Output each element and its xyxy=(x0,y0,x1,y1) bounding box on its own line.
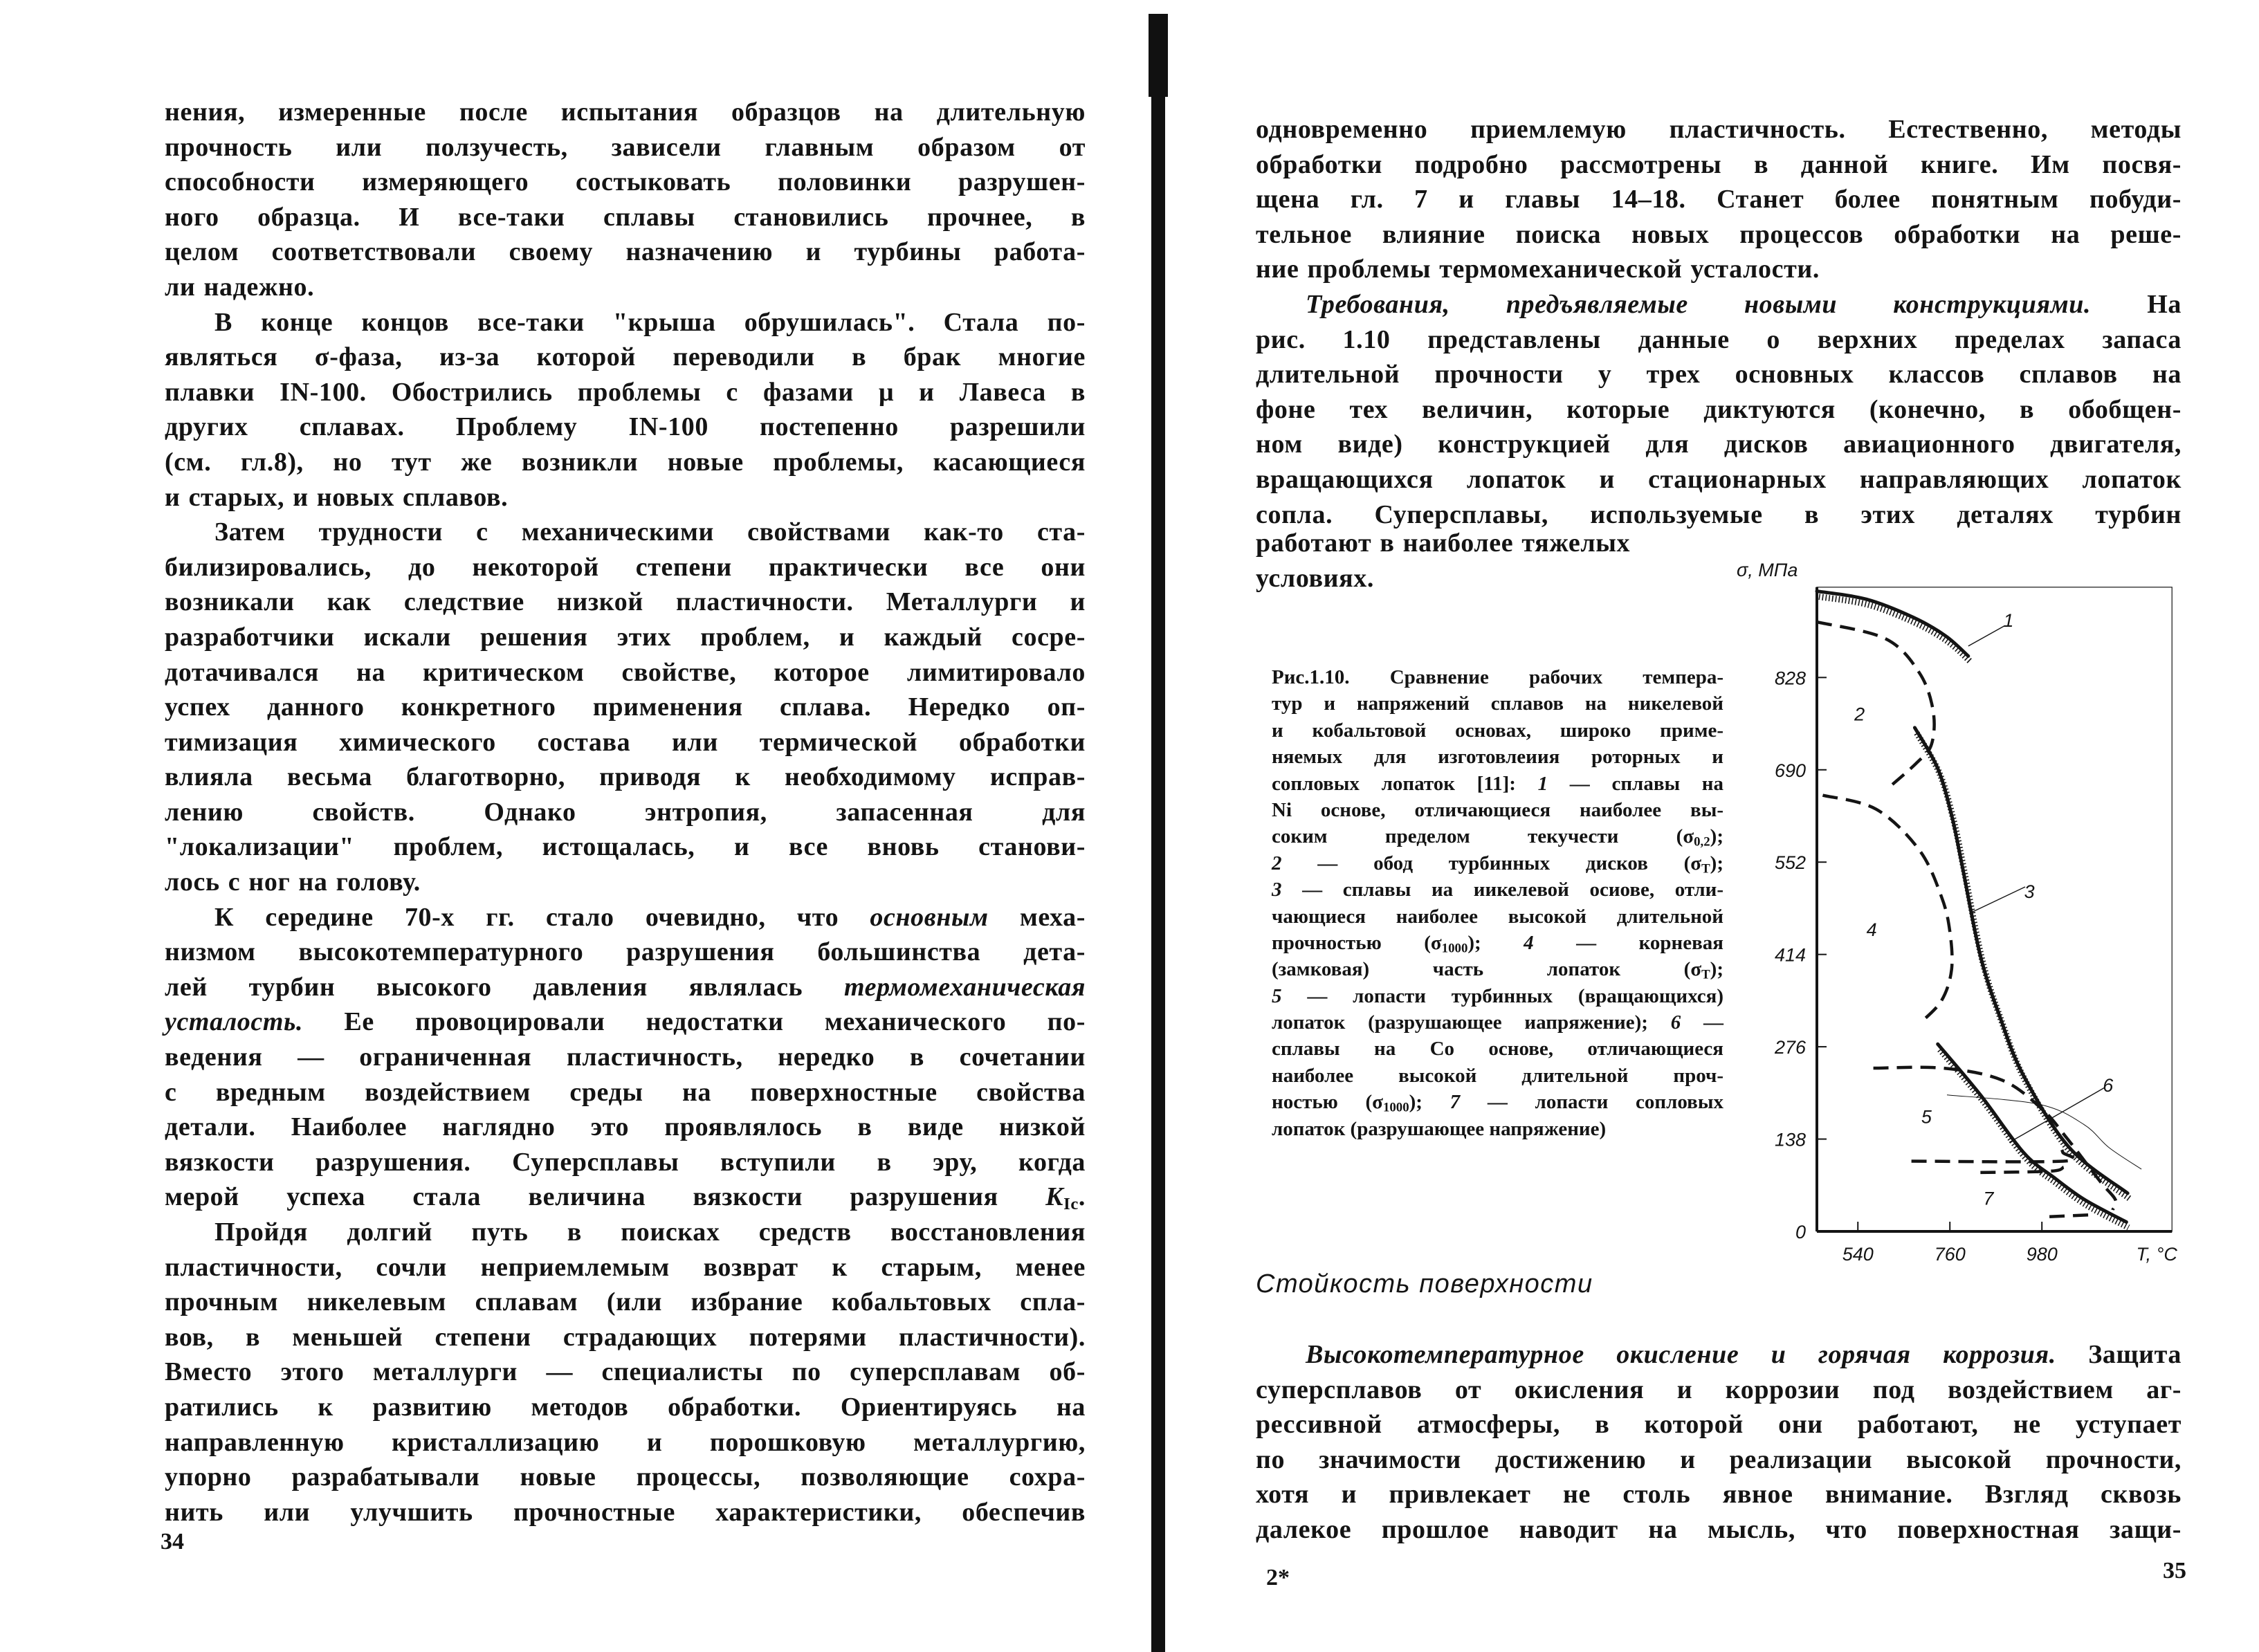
subscript: 1000 xyxy=(1382,1100,1409,1115)
curve-label: 5 xyxy=(1921,1106,1932,1128)
text-line: суперсплавов от окисления и коррозии под воздействием аг- xyxy=(1256,1375,2182,1404)
text-line: и старых, и новых сплавов. xyxy=(165,482,509,512)
text-segment: (замковая) часть лопаток (σ xyxy=(1272,958,1702,981)
text-segment: К середине 70-х гг. стало очевидно, что xyxy=(214,902,870,932)
text-segment: — сплавы на xyxy=(1548,772,1723,795)
text-line: прочность или ползучесть, зависели главным образом от xyxy=(165,132,1086,162)
y-tick-label: 552 xyxy=(1774,852,1806,874)
hatch-5 xyxy=(1940,1049,2129,1227)
caption-line xyxy=(1272,771,1723,797)
curve-label: 2 xyxy=(1854,704,1865,725)
text-line: (см. гл.8), но тут же возникли новые проблемы, касающиеся xyxy=(165,447,1086,477)
text-line: ном виде) конструкцией для дисков авиационного двигателя, xyxy=(1256,430,2182,459)
text-line: вращающихся лопаток и стационарных направляющих лопаток xyxy=(1256,464,2182,494)
leader-line xyxy=(1972,887,2025,912)
caption-line: Ni основе, отличающиеся наиболее вы- xyxy=(1272,798,1723,821)
text-segment: ); xyxy=(1710,958,1723,981)
y-tick-label: 0 xyxy=(1795,1222,1806,1242)
y-tick-label: 138 xyxy=(1774,1129,1806,1150)
caption-line: няемых для изготовлеиия роторных и xyxy=(1272,746,1723,769)
text-line: возникали как следствие низкой пластичности. Металлурги и xyxy=(165,587,1086,617)
right-page-text-top xyxy=(1256,112,2182,532)
text-line: нения, измеренные после испытания образцов на длительную xyxy=(165,98,1086,127)
text-line: "локализации" проблем, истощалась, и все вновь станови- xyxy=(165,832,1086,862)
text-line: по значимости достижению и реализации высокой прочности, xyxy=(1256,1444,2182,1474)
caption-line xyxy=(1272,823,1723,850)
section-heading: Стойкость поверхности xyxy=(1256,1269,1593,1298)
text-line: с вредным воздействием среды на поверхностные свойства xyxy=(165,1077,1086,1107)
italic-text: 1 xyxy=(1537,772,1548,795)
text-line: обработки подробно рассмотрены в данной книге. Им посвя- xyxy=(1256,149,2182,179)
text-line xyxy=(165,1004,1086,1040)
subscript: 1000 xyxy=(1441,941,1468,956)
curve-label: 3 xyxy=(2024,881,2035,902)
text-segment: ); xyxy=(1467,931,1524,954)
text-segment: — корневая xyxy=(1533,931,1723,954)
text-segment: — обод турбинных дисков (σ xyxy=(1281,852,1702,874)
text-line: ратились к развитию методов обработки. Ориентируясь на xyxy=(165,1392,1086,1422)
figure-chart xyxy=(1716,540,2214,1287)
text-line: ведения — ограниченная пластичность, нередко в сочетании xyxy=(165,1043,1086,1072)
caption-line: тур и напряжений сплавов на никелевой xyxy=(1272,692,1723,715)
right-page-text-beside-figure xyxy=(1256,526,1631,596)
text-segment: ); xyxy=(1710,825,1723,848)
text-segment: — лопасти сопловых xyxy=(1460,1091,1723,1114)
text-line xyxy=(165,970,1086,1005)
text-line xyxy=(165,1180,1086,1215)
page-number-left: 34 xyxy=(161,1529,184,1554)
subscript: Ic xyxy=(1063,1195,1079,1214)
text-line: целом соответствовали своему назначению и турбины работа- xyxy=(165,237,1086,267)
text-line: ли надежно. xyxy=(165,272,315,302)
x-axis-label: T, °C xyxy=(2136,1244,2177,1265)
curve-6 xyxy=(1874,1067,2116,1210)
italic-text: термомеханическая xyxy=(843,972,1086,1002)
text-line: одновременно приемлемую пластичность. Естественно, методы xyxy=(1256,115,2182,144)
text-line: далекое прошлое наводит на мысль, что поверхностная защи- xyxy=(1256,1514,2182,1544)
x-tick-label: 760 xyxy=(1934,1244,1966,1265)
text-line: ние проблемы термомеханической усталости. xyxy=(1256,255,1820,284)
text-line: хотя и привлекает не столь явное внимание. Взгляд сквозь xyxy=(1256,1480,2182,1509)
text-line: других сплавах. Проблему IN-100 постепенно разрешили xyxy=(165,412,1086,442)
y-tick-label: 276 xyxy=(1774,1037,1806,1058)
y-tick-label: 414 xyxy=(1774,944,1806,966)
curve-label: 1 xyxy=(2003,610,2014,632)
plot-frame xyxy=(1817,587,2172,1231)
book-gutter xyxy=(1151,14,1165,1652)
caption-line xyxy=(1272,850,1723,877)
text-segment: прочностью (σ xyxy=(1272,931,1442,954)
text-line: способности измеряющего состыковать половинки разрушен- xyxy=(165,167,1086,197)
caption-line: и кобальтовой основах, широко приме- xyxy=(1272,719,1723,742)
caption-line xyxy=(1272,983,1723,1009)
text-line: лению свойств. Однако энтропия, запасенная для xyxy=(165,797,1086,827)
caption-line: сплавы на Co основе, отличающиеся xyxy=(1272,1038,1723,1061)
signature-mark: 2* xyxy=(1266,1565,1290,1590)
italic-text: 7 xyxy=(1449,1091,1461,1114)
text-line: влияла весьма благотворно, приводя к необходимому исправ- xyxy=(165,762,1086,792)
hatch-1 xyxy=(1819,597,1970,662)
text-segment: ностью (σ xyxy=(1272,1091,1383,1114)
text-line: фоне тех величин, которые диктуются (конечно, в обобщен- xyxy=(1256,394,2182,424)
text-line: Затем трудности с механическими свойствами как-то ста- xyxy=(214,517,1086,547)
text-segment: соким пределом текучести (σ xyxy=(1272,825,1694,848)
book-gutter-shadow xyxy=(1149,14,1168,97)
text-segment: сопловых лопаток [11]: xyxy=(1272,772,1538,795)
italic-text: Требования, предъявляемые новыми конструкциями. xyxy=(1306,289,2092,319)
subscript: 0,2 xyxy=(1694,835,1710,850)
text-segment: ); xyxy=(1409,1091,1450,1114)
text-line: дотачивался на критическом свойстве, которое лимитировало xyxy=(165,657,1086,687)
curve-7c xyxy=(2049,1215,2094,1217)
text-line: В конце концов все-таки "крыша обрушилась". Стала по- xyxy=(214,307,1086,337)
right-page-text-bottom xyxy=(1256,1337,2182,1548)
text-segment: — сплавы иа иикелевой осиове, отли- xyxy=(1281,879,1723,901)
curve-label: 7 xyxy=(1983,1188,1994,1209)
text-line xyxy=(1256,1337,2182,1373)
leader-line xyxy=(1968,626,2004,646)
text-line: детали. Наиболее наглядно это проявлялось в виде низкой xyxy=(165,1112,1086,1142)
text-line: Вместо этого металлурги — специалисты по суперсплавам об- xyxy=(165,1357,1086,1387)
italic-text: 2 xyxy=(1272,852,1282,874)
text-line: рессивной атмосферы, в которой они работают, не уступает xyxy=(1256,1410,2182,1440)
text-segment: мерой успеха стала величина вязкости разрушения xyxy=(165,1182,1046,1212)
curve-2 xyxy=(1817,622,1935,788)
curve-label: 6 xyxy=(2103,1075,2114,1096)
text-segment: лей турбин высокого давления являлась xyxy=(165,972,844,1002)
text-line xyxy=(1256,287,2182,322)
text-line: щена гл. 7 и главы 14–18. Станет более понятным побуди- xyxy=(1256,185,2182,214)
italic-text: Высокотемпературное окисление и горячая коррозия. xyxy=(1306,1340,2056,1369)
text-line: рис. 1.10 представлены данные о верхних пределах запаса xyxy=(1256,324,2182,354)
subscript: T xyxy=(1701,968,1710,982)
text-line: сопла. Суперсплавы, используемые в этих деталях турбин xyxy=(1256,499,2182,529)
caption-line: наиболее высокой длительной проч- xyxy=(1272,1064,1723,1087)
text-line: вязкости разрушения. Суперсплавы вступили в эру, когда xyxy=(165,1147,1086,1177)
italic-text: 3 xyxy=(1272,879,1282,901)
text-segment: лопаток (разрушающее иапряжение); xyxy=(1272,1011,1671,1034)
text-line: Пройдя долгий путь в поисках средств восстановления xyxy=(214,1218,1086,1247)
text-line: тимизация химического состава или термической обработки xyxy=(165,727,1086,757)
text-line: пластичности, сочли неприемлемым возврат к старым, менее xyxy=(165,1252,1086,1282)
text-segment: — xyxy=(1681,1011,1723,1034)
text-line xyxy=(165,900,1086,935)
text-line: плавки IN-100. Обострились проблемы с фазами μ и Лавеса в xyxy=(165,377,1086,407)
text-line: условиях. xyxy=(1256,563,1374,593)
text-line: являться σ-фаза, из-за которой переводили в брак многие xyxy=(165,342,1086,372)
curve-3 xyxy=(1914,728,2128,1193)
text-line: нить или улучшить прочностные характеристики, обеспечив xyxy=(165,1497,1086,1527)
text-segment: На xyxy=(2091,289,2182,319)
text-line: работают в наиболее тяжелых xyxy=(1256,529,1631,558)
text-line: лось с ног на голову. xyxy=(165,868,421,897)
subscript: T xyxy=(1701,861,1710,877)
text-segment: ); xyxy=(1710,852,1723,874)
page-number-right: 35 xyxy=(2163,1558,2186,1584)
figure-caption xyxy=(1272,664,1723,1142)
italic-text: 6 xyxy=(1670,1011,1681,1034)
x-tick-label: 980 xyxy=(2026,1244,2058,1265)
italic-text: K xyxy=(1045,1182,1064,1212)
curve-6-thin xyxy=(1947,1095,2141,1169)
text-segment: . xyxy=(1078,1182,1086,1212)
caption-line: лопаток (разрушающее напряжение) xyxy=(1272,1117,1607,1140)
italic-text: усталость. xyxy=(165,1007,304,1037)
y-tick-label: 828 xyxy=(1774,668,1806,689)
text-line: билизировались, до некоторой степени практически все они xyxy=(165,552,1086,582)
x-tick-label: 540 xyxy=(1842,1244,1874,1265)
curve-7a xyxy=(1912,1146,2075,1162)
text-line: разработчики искали решения этих проблем, и каждый сосре- xyxy=(165,622,1086,652)
italic-text: 4 xyxy=(1524,931,1534,954)
text-line: тельное влияние поиска новых процессов обработки на реше- xyxy=(1256,219,2182,249)
caption-line xyxy=(1272,1009,1723,1036)
text-segment: — лопасти турбинных (вращающихся) xyxy=(1281,984,1723,1007)
y-tick-label: 690 xyxy=(1774,760,1806,781)
curve-1 xyxy=(1817,591,1968,657)
italic-text: 5 xyxy=(1272,984,1282,1007)
text-segment: меха- xyxy=(988,902,1086,932)
curve-7b xyxy=(1980,1167,2063,1173)
text-line: упорно разрабатывали новые процессы, позволяющие сохра- xyxy=(165,1462,1086,1492)
caption-line xyxy=(1272,930,1723,956)
text-line: ного образца. И все-таки сплавы становились прочнее, в xyxy=(165,202,1086,232)
caption-line: Рис.1.10. Сравнение рабочих темпера- xyxy=(1272,666,1723,688)
curve-5 xyxy=(1938,1044,2127,1222)
caption-line xyxy=(1272,956,1723,982)
italic-text: основным xyxy=(870,902,989,932)
caption-line xyxy=(1272,877,1723,903)
y-axis-label: σ, МПа xyxy=(1737,559,1798,580)
caption-line xyxy=(1272,1089,1723,1115)
text-line: вов, в меньшей степени страдающих потерями пластичности). xyxy=(165,1322,1086,1352)
text-segment: Ее провоцировали недостатки механического по- xyxy=(303,1007,1086,1037)
text-line: направленную кристаллизацию и порошковую металлургию, xyxy=(165,1427,1086,1457)
caption-line: чающиеся наиболее высокой длительной xyxy=(1272,905,1723,928)
curve-4 xyxy=(1822,796,1952,1023)
text-line: успех данного конкретного применения сплава. Нередко оп- xyxy=(165,692,1086,722)
curve-label: 4 xyxy=(1866,919,1877,940)
text-line: низмом высокотемпературного разрушения большинства дета- xyxy=(165,937,1086,967)
left-page-text xyxy=(165,95,1086,1530)
text-line: прочным никелевым сплавам (или избрание кобальтовых спла- xyxy=(165,1287,1086,1317)
text-segment: Защита xyxy=(2056,1340,2182,1369)
text-line: длительной прочности у трех основных классов сплавов на xyxy=(1256,360,2182,389)
